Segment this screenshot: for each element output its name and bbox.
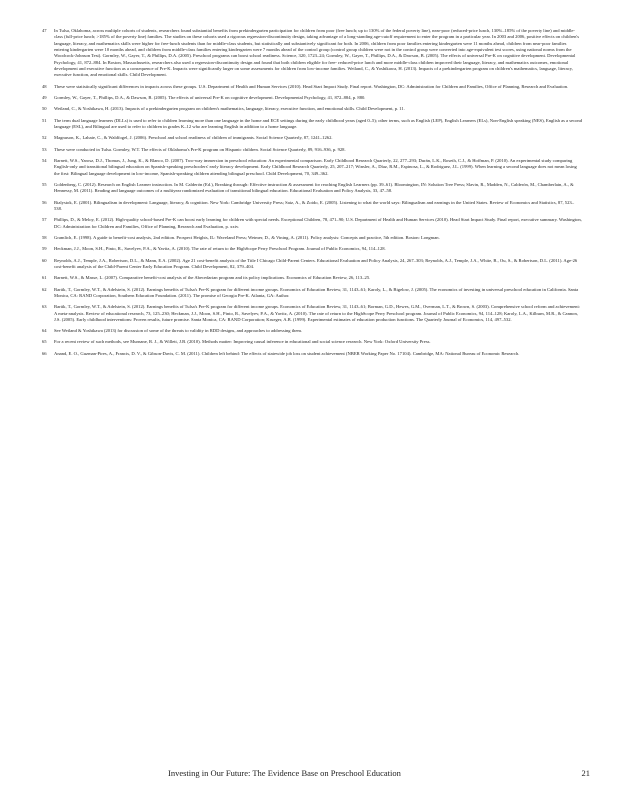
endnote-number: 66 bbox=[42, 350, 47, 356]
endnote-number: 61 bbox=[42, 275, 47, 281]
footer-title: Investing in Our Future: The Evidence Base on Preschool Education bbox=[168, 768, 401, 778]
endnote-number: 64 bbox=[42, 328, 47, 334]
endnote-text: Barnett, W.S., Yarosz, D.J., Thomas, J., Jung, K., & Blanco, D. (2007). Two-way immersion in preschool education: An experimental comparison. Early Childhood Research Quarterly, 22, 277–293; Durán, L.K., Roseth, C.J., & Hoffman, P. (2010). An experimental study comparing English-only and transitional bilingual education on Spanish-speaking preschoolers' early literacy development. Early Childhood Research Quarterly, 25, 207–217; Winsler, A., Díaz, R.M., Espinosa, L., & Rodriguez, J.L. (1999). When learning a second language does not mean losing the first: Bilingual language development in low-income, Spanish-speaking children attending bilingual preschool. Child Development, 70, 349–362. bbox=[54, 157, 577, 176]
endnote bbox=[42, 95, 582, 101]
endnote-text: Phillips, D., & Meloy, E. (2012). High-quality school-based Pre-K can boost early learning for children with special needs. Exceptional Children, 78, 471–90; U.S. Department of Health and Human Services (2010). Head Start Impact Study. Final report, executive summary. Washington, DC: Administration for Children and Families, Office of Planning, Research and Evaluation, p. xxiv. bbox=[54, 217, 582, 229]
endnote-number: 55 bbox=[42, 181, 47, 187]
endnote-text: Barnett, W.S., & Masse, L. (2007). Comparative benefit-cost analysis of the Abecedarian program and its policy implications. Economics of Education Review, 26, 113–25. bbox=[54, 275, 371, 281]
endnote-text: Reynolds, A.J., Temple, J.A., Robertson, D.L., & Mann, E.A. (2002). Age 21 cost-benefit analysis of the Title I Chicago Child-Parent Centers. Educational Evaluation and Policy Analysis, 24, 267–303; Reynolds, A.J., Temple, J.A., White, B., Ou, S., & Robertson, D.L. (2011). Age-26 cost-benefit analysis of the Child-Parent Center Early Education Program. Child Development, 82, 379–404. bbox=[54, 257, 578, 269]
endnote-number: 47 bbox=[42, 28, 47, 33]
endnote bbox=[42, 351, 582, 357]
endnote-text: Bartik, T., Gormley, W.T., & Adelstein, S. (2012). Earnings benefits of Tulsa's Pre-K program for different income groups. Economics of Education Review, 31, 1143–61; Karoly, L., & Bigelow, J. (2005). The economics of investing in universal preschool education in California. Santa Monica, CA: RAND Corporation, Southern Education Foundation. (2011). The promise of Georgia Pre-K. Atlanta, GA: Author. bbox=[54, 286, 579, 298]
endnote-number: 58 bbox=[42, 234, 47, 240]
endnotes-list bbox=[42, 28, 582, 362]
endnote-text: Bialystok, E. (2001). Bilingualism in development: Language, literacy, & cognition. New York: Cambridge University Press; Saiz, A., & Zoido, E. (2005). Listening to what the world says: Bilingualism and earnings in the United States. Review of Economics and Statistics, 87, 523–538. bbox=[54, 199, 574, 211]
endnote bbox=[42, 328, 582, 334]
endnote-number: 49 bbox=[42, 94, 47, 100]
endnote-text: Weiland, C., & Yoshikawa, H. (2013). Impacts of a prekindergarten program on children's mathematics, language, literacy, executive function, and emotional skills. Child Development, p. 11. bbox=[54, 106, 405, 112]
endnote-text: In Tulsa, Oklahoma, across multiple cohorts of students, researchers found substantial benefits from prekindergarten participation for children from poor (free lunch; up to 130% of the federal poverty line), near-poor (reduced-price lunch, 130%–185% of the poverty line) and middle-class (full-price lunch; >185% of the poverty line) families. The studies on these cohorts used a rigorous regression-discontinuity design, taking advantage of a long-standing age-cutoff requirement to enter the program in a particular year. In 2003 and 2006, positive effects on children's language, literacy, and mathematics skills were higher for free-lunch students than for middle-class students, but statistically and substantively significant for both. In 2006, children from poor families entering kindergarten were 11 months ahead, children from near-poor families entering kindergarten were 10 months ahead, and children from middle-class families entering kindergarten were 7 months ahead of the control group (control group children were not in the control group were converted into age-equivalent test scores, using national norms from the Woodcock-Johnson Test). Gormley, W., Gayer, T., & Phillips, D.A. (2005). Preschool programs can boost school readiness. Science, 320, 1723–24; Gormley, W., Gayer, T., Phillips, D.A., & Dawson, B. (2005). The effects of universal Pre-K on cognitive development. Developmental Psychology, 41, 872–884. In Boston, Massachusetts, researchers also used a regression-discontinuity design and found that both children eligible for free- reduced-price lunch and more middle-class children improved their language, literacy, and mathematics outcomes, emotional development and executive function as a consequence of Pre-K. Impacts were significantly larger on some assessments for children from low-income families. Weiland, C., & Yoshikawa, H. (2013). Impacts of a prekindergarten program on children's mathematics, language, literacy, executive function, and emotional skills. Child Development. bbox=[54, 28, 580, 78]
endnote-text: Goldenberg, C. (2012). Research on English Learner instruction. In M. Calderón (Ed.), Breaking through: Effective instruction & assessment for reaching English Learners (pp. 39–61). Bloomington, IN: Solution Tree Press; Slavin, R., Madden, N., Calderón, M., Chamberlain, A., & Hennessy, M. (2011). Reading and language outcomes of a multiyear randomized evaluation of transitional bilingual education. Educational Evaluation and Policy Analysis, 33, 47–58. bbox=[54, 181, 574, 194]
endnote bbox=[42, 158, 582, 177]
endnote bbox=[42, 217, 582, 230]
endnote bbox=[42, 287, 582, 300]
endnote-number: 54 bbox=[42, 157, 47, 163]
endnote-number: 59 bbox=[42, 246, 47, 252]
endnote bbox=[42, 118, 582, 131]
endnote-text: Gramlich, E. (1998). A guide to benefit-cost analysis, 2nd edition. Prospect Heights, IL: Waveland Press; Weimer, D., & Vining, A. (2011). Policy analysis: Concepts and practice, 5th edition. Boston: Longman. bbox=[54, 234, 440, 240]
endnote-text: Gormley, W., Gayer, T., Phillips, D.A., & Dawson, B. (2005). The effects of universal Pre-K on cognitive development. Developmental Psychology, 41, 872–884, p. 880. bbox=[54, 94, 366, 100]
endnote-text: Magnuson, K., Lahaie, C., & Waldfogel, J. (2006). Preschool and school readiness of children of immigrants. Social Science Quarterly, 87, 1241–1262. bbox=[54, 135, 333, 141]
endnote-text: Heckman, J.J., Moon, S.H., Pinto, R., Savelyev, P.A., & Yavitz, A. (2010). The rate of return to the HighScope Perry Preschool Program. Journal of Public Economics, 94, 114–128. bbox=[54, 246, 386, 252]
endnote-text: These were statistically significant differences in impacts across these groups. U.S. Department of Health and Human Services (2010). Head Start Impact Study. Final report. Washington, DC: Administration for Children and Families, Office of Planning, Research and Evaluation. bbox=[54, 83, 569, 89]
endnote-number: 50 bbox=[42, 106, 47, 112]
endnote bbox=[42, 304, 582, 323]
endnote bbox=[42, 28, 582, 79]
endnote-text: See Weiland & Yoshikawa (2013) for discussion of some of the threats to validity in RDD designs, and approaches to addressing them. bbox=[54, 328, 303, 334]
endnote bbox=[42, 135, 582, 141]
endnote bbox=[42, 200, 582, 213]
endnote-number: 53 bbox=[42, 146, 47, 152]
endnote bbox=[42, 235, 582, 241]
page-number: 21 bbox=[581, 768, 590, 778]
endnote-number: 62 bbox=[42, 286, 47, 292]
endnote-number: 60 bbox=[42, 257, 47, 263]
endnote-number: 48 bbox=[42, 83, 47, 89]
endnote-text: The term dual language learners (DLLs) is used to refer to children learning more than one language in the home and ECE settings during the early childhood years (aged 0–5); other terms, such as English (LEP), English Learners (ELs), Non-English speaking (NES), English as a second language (ESL), and Bilingual are used to refer to children in grades K–12 who are learning English in addition to a home language. bbox=[54, 117, 583, 129]
endnote-text: Bartik, T., Gormley, W.T., & Adelstein, S. (2012). Earnings benefits of Tulsa's Pre-K program for different income groups. Economics of Education Review, 31, 1143–61; Borman, G.D., Hewes, G.M., Overman, L.T., & Brown, S. (2003). Comprehensive school reform and achievement: A meta-analysis. Review of educational research, 73, 125–230; Heckman, J.J., Moon, S.H., Pinto, R., Savelyev, P.A., & Yavitz, A. (2010). The rate of return to the HighScope Perry Preschool program. Journal of Public Economics, 94, 114–128; Karoly, L.A., Kilburn, M.R., & Cannon, J.S. (2005). Early childhood interventions: Proven results, future promise. Santa Monica, CA: RAND Corporation; Krueger, A.B. (1999). Experimental estimates of education production functions. The Quarterly Journal of Economics, 114, 497–532. bbox=[54, 304, 581, 322]
endnote bbox=[42, 106, 582, 112]
endnote bbox=[42, 246, 582, 252]
endnote-number: 56 bbox=[42, 199, 47, 205]
endnote-number: 65 bbox=[42, 339, 47, 345]
endnote-text: For a recent review of such methods, see Murnane, R. J., & Willett, J.B. (2010). Methods matter: Improving causal inference in educational and social science research. New York: Oxford University Press. bbox=[54, 339, 431, 345]
endnote-number: 57 bbox=[42, 217, 47, 223]
endnote-number: 52 bbox=[42, 135, 47, 141]
endnote bbox=[42, 84, 582, 90]
endnote-number: 63 bbox=[42, 304, 47, 310]
endnote-text: Anand, E. O., Guzman-Pires, A., Francis, D. V., & Gibson-Davis, C. M. (2011). Children left behind: The effects of statewide job loss on student achievement (NBER Working Paper No. 17104). Cambridge, MA: National Bureau of Economic Research. bbox=[54, 350, 520, 356]
endnote-number: 51 bbox=[42, 117, 47, 123]
endnote bbox=[42, 258, 582, 271]
endnote bbox=[42, 339, 582, 345]
endnote-text: These were conducted in Tulsa. Gormley, W.T. The effects of Oklahoma's Pre-K program on Hispanic children. Social Science Quarterly, 89, 916–936, p. 928. bbox=[54, 146, 346, 152]
endnote bbox=[42, 182, 582, 195]
endnote bbox=[42, 147, 582, 153]
endnote bbox=[42, 275, 582, 281]
